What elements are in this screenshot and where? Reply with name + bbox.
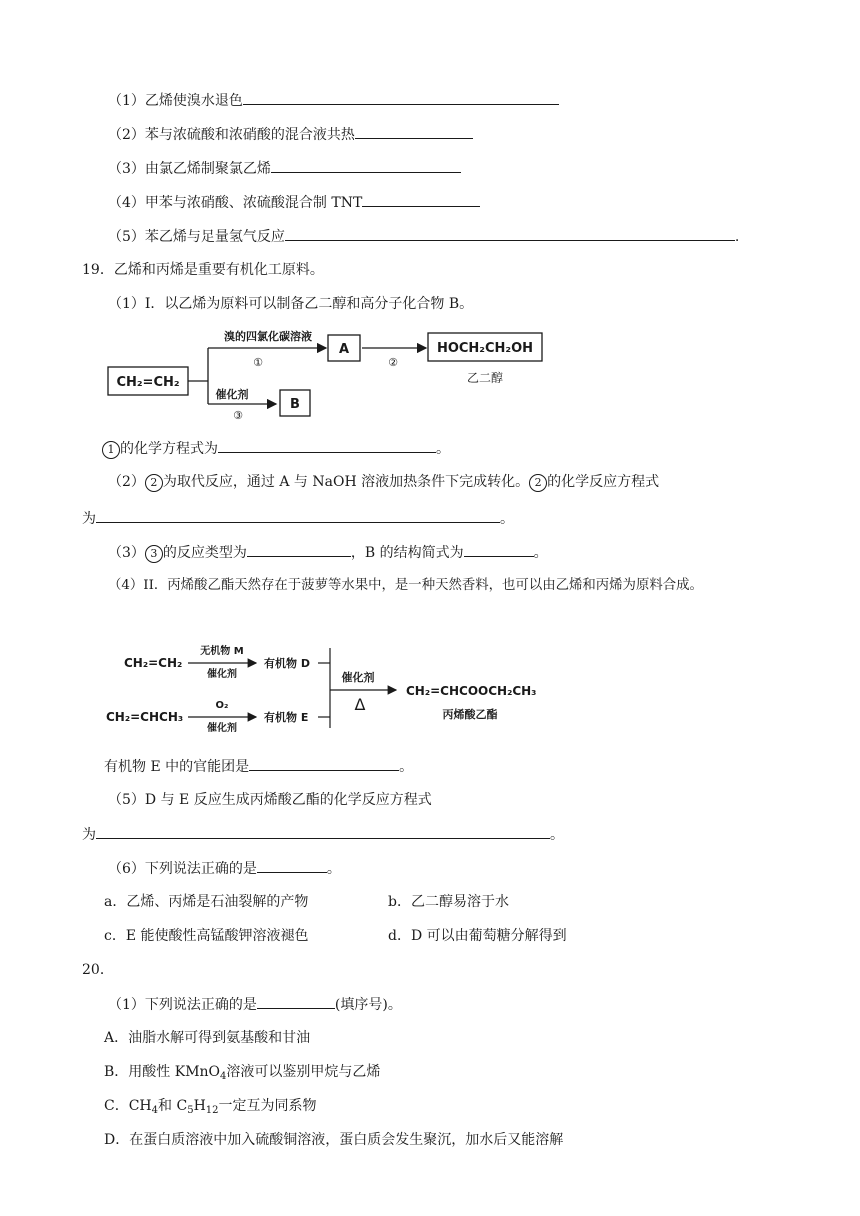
- answer-blank[interactable]: [285, 226, 735, 241]
- svg-text:A: A: [338, 342, 350, 357]
- q19-part4: （4）II．丙烯酸乙酯天然存在于菠萝等水果中，是一种天然香料，也可以由乙烯和丙烯为原料合成。: [108, 578, 703, 593]
- q18-item-2: （2）苯与浓硫酸和浓硝酸的混合液共热: [108, 124, 473, 145]
- reagent-inorganic-m: 无机物 M: [200, 646, 244, 657]
- q20-option-c[interactable]: C．$CH_4$和 $C_5H_{12}$一定互为同系物: [104, 1098, 317, 1116]
- q20-number: [82, 960, 114, 980]
- question-number: 20．: [82, 962, 114, 978]
- q18-item-5: （5）苯乙烯与足量氢气反应 .: [108, 226, 739, 247]
- q19-part3: （3） 3 的反应类型为 ，B 的结构简式为 。: [108, 542, 548, 563]
- q19-part2-answer: 为 。: [82, 508, 514, 529]
- reaction-diagram-ethylene-glycol: [100, 324, 560, 424]
- q19-part6: （6）下列说法正确的是 。: [108, 858, 341, 879]
- q19-part1: （1）I．以乙烯为原料可以制备乙二醇和高分子化合物 B。: [108, 296, 474, 312]
- q19-q1: 1 的化学方程式为 。: [102, 438, 450, 459]
- answer-blank[interactable]: [249, 756, 399, 771]
- reagent-oxygen: O₂: [215, 700, 229, 711]
- question-number: 19．: [82, 262, 114, 278]
- ethyl-acrylate-name: 丙烯酸乙酯: [442, 708, 498, 721]
- step-label-3: ③: [233, 409, 243, 422]
- q20-option-a[interactable]: A．油脂水解可得到氨基酸和甘油: [104, 1030, 311, 1046]
- option-c[interactable]: c．E 能使酸性高锰酸钾溶液褪色: [104, 928, 309, 944]
- answer-blank[interactable]: [257, 994, 335, 1009]
- answer-blank[interactable]: [271, 158, 461, 173]
- q20-option-d[interactable]: D．在蛋白质溶液中加入硫酸铜溶液，蛋白质会发生聚沉，加水后又能溶解: [104, 1132, 564, 1148]
- reagent-catalyst-3: 催化剂: [341, 671, 375, 684]
- option-d[interactable]: d．D 可以由葡萄糖分解得到: [388, 928, 567, 944]
- ethylene-glycol-formula: HOCH₂CH₂OH: [436, 341, 534, 356]
- answer-blank[interactable]: [243, 90, 559, 105]
- answer-blank[interactable]: [362, 192, 480, 207]
- answer-blank[interactable]: [257, 858, 327, 873]
- ethyl-acrylate-formula: CH₂=CHCOOCH₂CH₃: [406, 684, 537, 698]
- ethylene-formula: CH₂=CH₂: [116, 375, 180, 390]
- answer-blank[interactable]: [247, 542, 351, 557]
- q19-part2: （2） 2 为取代反应，通过 A 与 NaOH 溶液加热条件下完成转化。 2 的化学反应方程式: [108, 474, 660, 490]
- step-label-2: ②: [388, 356, 398, 369]
- q20-option-b[interactable]: B．用酸性 KMnO$_4$溶液可以鉴别甲烷与乙烯: [104, 1064, 381, 1082]
- answer-blank[interactable]: [96, 508, 500, 523]
- q19-e-functional-group: 有机物 E 中的官能团是 。: [104, 756, 413, 777]
- reaction-diagram-ethyl-acrylate: [100, 638, 560, 734]
- organic-d: 有机物 D: [264, 657, 310, 670]
- propylene-formula: CH₂=CHCH₃: [106, 710, 184, 724]
- circled-number: 1: [102, 441, 120, 459]
- answer-blank[interactable]: [464, 542, 534, 557]
- reagent-catalyst-1: 催化剂: [207, 669, 237, 680]
- option-a[interactable]: a．乙烯、丙烯是石油裂解的产物: [104, 894, 309, 910]
- q19-stem: 19．乙烯和丙烯是重要有机化工原料。: [82, 262, 324, 278]
- ethylene-glycol-name: 乙二醇: [466, 371, 504, 385]
- answer-blank[interactable]: [96, 824, 550, 839]
- reagent-catalyst-2: 催化剂: [207, 723, 237, 734]
- q19-part5-answer: 为 。: [82, 824, 564, 845]
- q18-item-1: （1）乙烯使溴水退色: [108, 90, 559, 111]
- reagent-catalyst: 催化剂: [215, 388, 249, 401]
- answer-blank[interactable]: [355, 124, 473, 139]
- step-label-1: ①: [253, 356, 263, 369]
- q18-item-3: （3）由氯乙烯制聚氯乙烯: [108, 158, 461, 179]
- organic-e: 有机物 E: [264, 711, 309, 724]
- q20-part1: （1）下列说法正确的是 (填序号)。: [108, 994, 402, 1015]
- answer-blank[interactable]: [218, 438, 436, 453]
- q18-item-4: （4）甲苯与浓硝酸、浓硫酸混合制 TNT: [108, 192, 480, 213]
- circled-number: 3: [145, 545, 163, 563]
- circled-number: 2: [145, 474, 163, 492]
- q19-part5: （5）D 与 E 反应生成丙烯酸乙酯的化学反应方程式: [108, 792, 432, 808]
- option-b[interactable]: b．乙二醇易溶于水: [388, 894, 509, 910]
- svg-text:B: B: [290, 397, 300, 412]
- heat-symbol: Δ: [354, 695, 366, 714]
- circled-number: 2: [529, 474, 547, 492]
- ethylene-formula-2: CH₂=CH₂: [124, 656, 183, 670]
- reagent-bromine: 溴的四氯化碳溶液: [224, 330, 312, 343]
